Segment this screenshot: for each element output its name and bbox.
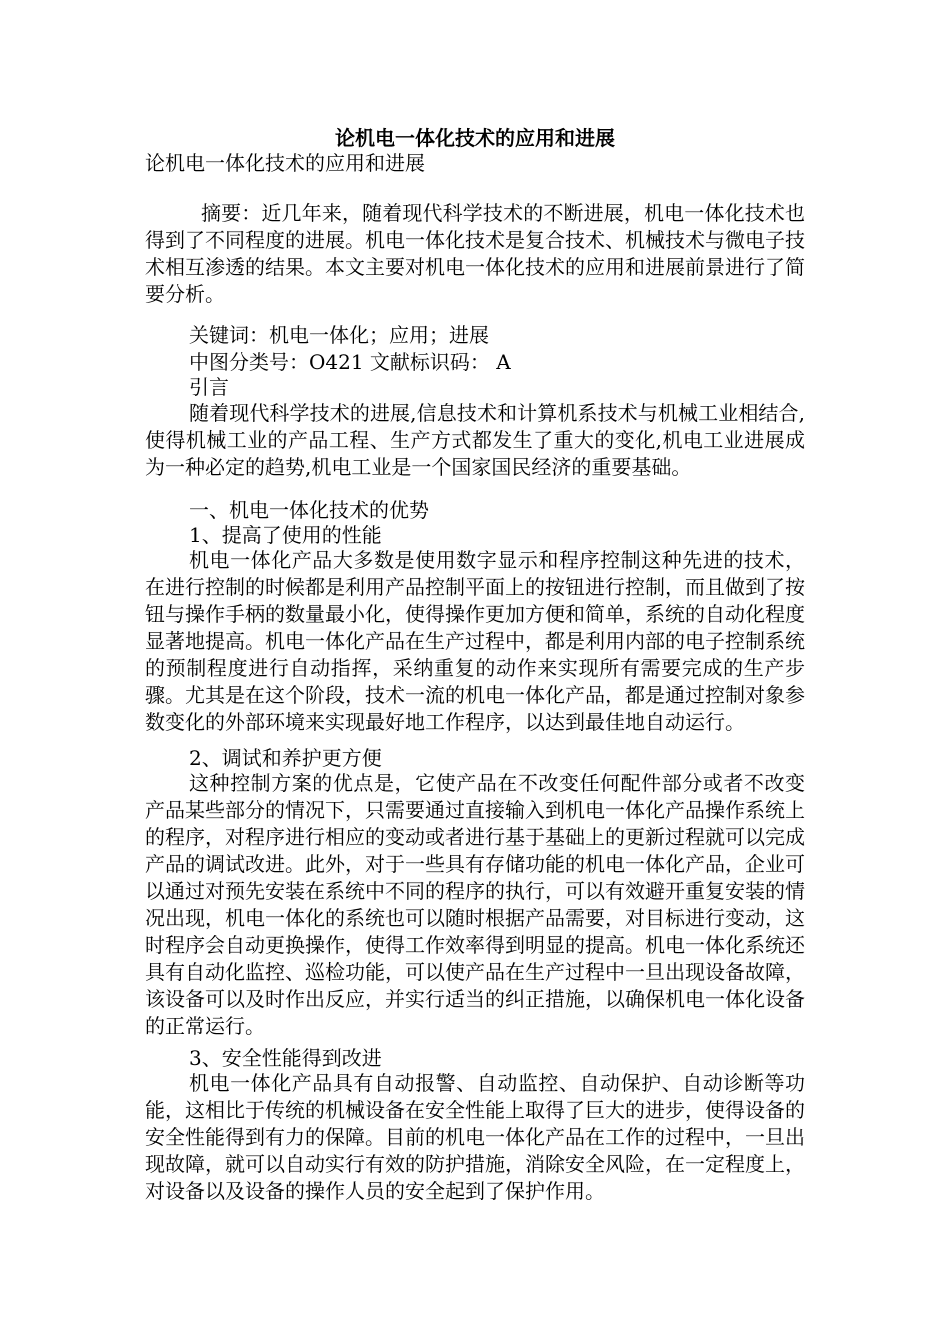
abstract-paragraph: 摘要：近几年来，随着现代科学技术的不断进展，机电一体化技术也得到了不同程度的进展。机电一体化技术是复合技术、机械技术与微电子技术相互渗透的结果。本文主要对机电一体化技术的应用和进展前景进行了简要分析。: [145, 201, 805, 306]
classification-line: 中图分类号：O421 文献标识码： A: [189, 350, 511, 374]
subsection3-paragraph: 机电一体化产品具有自动报警、自动监控、自动保护、自动诊断等功能，这相比于传统的机械设备在安全性能上取得了巨大的进步，使得设备的安全性能得到有力的保障。目前的机电一体化产品在工作的过程中，一旦出现故障，就可以自动实行有效的防护措施，消除安全风险，在一定程度上，对设备以及设备的操作人员的安全起到了保护作用。: [145, 1071, 805, 1203]
subsection3-heading: 3、安全性能得到改进: [189, 1046, 382, 1070]
intro-paragraph: 随着现代科学技术的进展,信息技术和计算机系技术与机械工业相结合,使得机械工业的产品工程、生产方式都发生了重大的变化,机电工业进展成为一种必定的趋势,机电工业是一个国家国民经济的重要基础。: [145, 401, 805, 479]
keywords-line: 关键词：机电一体化；应用；进展: [189, 323, 489, 347]
subsection1-heading: 1、提高了使用的性能: [189, 523, 382, 547]
document-title: 论机电一体化技术的应用和进展: [335, 126, 615, 150]
document-subtitle: 论机电一体化技术的应用和进展: [145, 151, 425, 175]
section1-heading: 一、机电一体化技术的优势: [189, 498, 429, 522]
subsection2-paragraph: 这种控制方案的优点是，它使产品在不改变任何配件部分或者不改变产品某些部分的情况下，只需要通过直接输入到机电一体化产品操作系统上的程序，对程序进行相应的变动或者进行基于基础上的更新过程就可以完成产品的调试改进。此外，对于一些具有存储功能的机电一体化产品，企业可以通过对预先安装在系统中不同的程序的执行，可以有效避开重复安装的情况出现，机电一体化的系统也可以随时根据产品需要，对目标进行变动，这时程序会自动更换操作，使得工作效率得到明显的提高。机电一体化系统还具有自动化监控、巡检功能，可以使产品在生产过程中一旦出现设备故障，该设备可以及时作出反应，并实行适当的纠正措施，以确保机电一体化设备的正常运行。: [145, 771, 805, 1038]
intro-heading: 引言: [189, 375, 229, 399]
subsection2-heading: 2、调试和养护更方便: [189, 746, 382, 770]
subsection1-paragraph: 机电一体化产品大多数是使用数字显示和程序控制这种先进的技术，在进行控制的时候都是利用产品控制平面上的按钮进行控制，而且做到了按钮与操作手柄的数量最小化，使得操作更加方便和简单，系统的自动化程度显著地提高。机电一体化产品在生产过程中，都是利用内部的电子控制系统的预制程度进行自动指挥，采纳重复的动作来实现所有需要完成的生产步骤。尤其是在这个阶段，技术一流的机电一体化产品，都是通过控制对象参数变化的外部环境来实现最好地工作程序，以达到最佳地自动运行。: [145, 548, 805, 734]
